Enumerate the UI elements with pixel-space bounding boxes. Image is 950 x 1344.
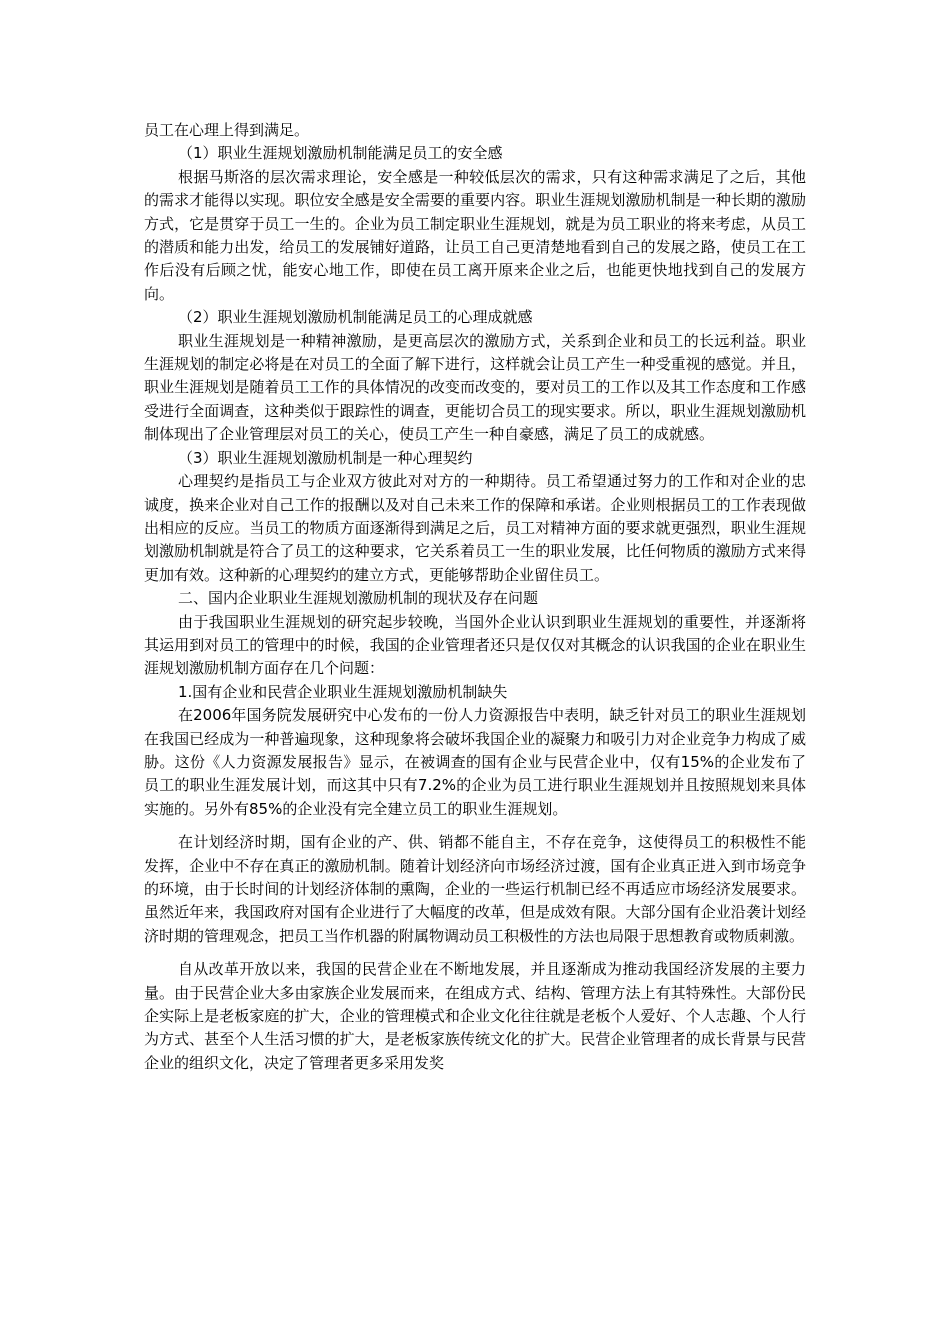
paragraph-psychological-contract: 心理契约是指员工与企业双方彼此对对方的一种期待。员工希望通过努力的工作和对企业的忠诚度，换来企业对自己工作的报酬以及对自己未来工作的保障和承诺。企业则根据员工的工作表现做出相应的反应。当员工的物质方面逐渐得到满足之后，员工对精神方面的要求就更强烈，职业生涯规划激励机制就是符合了员工的这种要求，它关系着员工一生的职业发展，比任何物质的激励方式来得更加有效。这种新的心理契约的建立方式，更能够帮助企业留住员工。: [144, 472, 806, 584]
paragraph-continuation: 员工在心理上得到满足。: [144, 121, 310, 139]
document-page: [144, 119, 806, 1075]
section-heading-3: （3）职业生涯规划激励机制是一种心理契约: [178, 448, 473, 467]
paragraph-private-enterprise: 自从改革开放以来，我国的民营企业在不断地发展，并且逐渐成为推动我国经济发展的主要力量。由于民营企业大多由家族企业发展而来，在组成方式、结构、管理方法上有其特殊性。大部份民企实际上是老板家庭的扩大，企业的管理模式和企业文化往往就是老板个人爱好、个人志趣、个人行为方式、甚至个人生活习惯的扩大，是老板家族传统文化的扩大。民营企业管理者的成长背景与民营企业的组织文化，决定了管理者更多采用发奖: [144, 960, 806, 1072]
chapter-heading-2: 二、国内企业职业生涯规划激励机制的现状及存在问题: [178, 589, 539, 608]
subsection-heading-1: 1.国有企业和民营企业职业生涯规划激励机制缺失: [178, 682, 508, 701]
paragraph-domestic-intro: 由于我国职业生涯规划的研究起步较晚，当国外企业认识到职业生涯规划的重要性，并逐渐将其运用到对员工的管理中的时候，我国的企业管理者还只是仅仅对其概念的认识我国的企业在职业生涯规划激励机制方面存在几个问题：: [144, 612, 806, 678]
paragraph-planned-economy: 在计划经济时期，国有企业的产、供、销都不能自主，不存在竞争，这使得员工的积极性不能发挥，企业中不存在真正的激励机制。随着计划经济向市场经济过渡，国有企业真正进入到市场竞争的环境，由于长时间的计划经济体制的熏陶，企业的一些运行机制已经不再适应市场经济发展要求。虽然近年来，我国政府对国有企业进行了大幅度的改革，但是成效有限。大部分国有企业沿袭计划经济时期的管理观念，把员工当作机器的附属物调动员工积极性的方法也局限于思想教育或物质刺激。: [144, 833, 806, 945]
section-heading-1: （1）职业生涯规划激励机制能满足员工的安全感: [178, 144, 503, 163]
section-heading-2: （2）职业生涯规划激励机制能满足员工的心理成就感: [178, 308, 533, 327]
paragraph-safety: 根据马斯洛的层次需求理论，安全感是一种较低层次的需求，只有这种需求满足了之后，其他的需求才能得以实现。职位安全感是安全需要的重要内容。职业生涯规划激励机制是一种长期的激励方式，它是贯穿于员工一生的。企业为员工制定职业生涯规划，就是为员工职业的将来考虑，从员工的潜质和能力出发，给员工的发展铺好道路，让员工自己更清楚地看到自己的发展之路，使员工在工作后没有后顾之忧，能安心地工作，即使在员工离开原来企业之后，也能更快地找到自己的发展方向。: [144, 167, 806, 303]
paragraph-achievement: 职业生涯规划是一种精神激励，是更高层次的激励方式，关系到企业和员工的长远利益。职业生涯规划的制定必将是在对员工的全面了解下进行，这样就会让员工产生一种受重视的感觉。并且，职业生涯规划是随着员工工作的具体情况的改变而改变的，要对员工的工作以及其工作态度和工作感受进行全面调查，这种类似于跟踪性的调查，更能切合员工的现实要求。所以，职业生涯规划激励机制体现出了企业管理层对员工的关心，使员工产生一种自豪感，满足了员工的成就感。: [144, 331, 806, 444]
paragraph-report: 在2006年国务院发展研究中心发布的一份人力资源报告中表明，缺乏针对员工的职业生涯规划在我国已经成为一种普遍现象，这种现象将会破坏我国企业的凝聚力和吸引力对企业竞争力构成了威胁。这份《人力资源发展报告》显示，在被调查的国有企业与民营企业中，仅有15%的企业发布了员工的职业生涯发展计划，而这其中只有7.2%的企业为员工进行职业生涯规划并且按照规划来具体实施的。另外有85%的企业没有完全建立员工的职业生涯规划。: [144, 706, 806, 818]
